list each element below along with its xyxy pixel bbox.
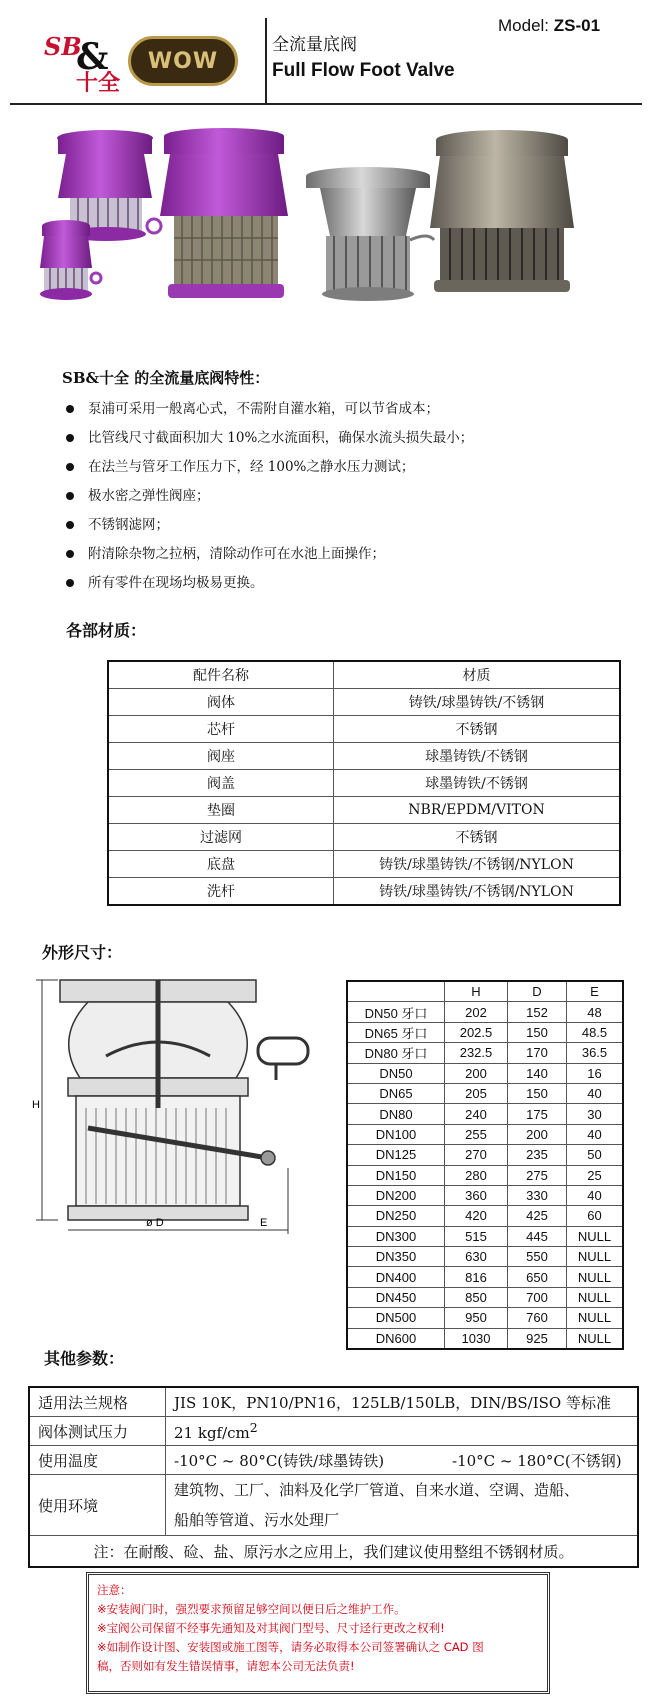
d-value: 925: [508, 1328, 567, 1349]
h-value: 360: [445, 1185, 508, 1205]
title-english: Full Flow Foot Valve: [272, 60, 455, 81]
e-value: 60: [567, 1206, 624, 1226]
materials-table: [107, 660, 621, 906]
column-header: 配件名称: [108, 661, 334, 689]
d-value: 760: [508, 1308, 567, 1328]
title-chinese: 全流量底阀: [272, 35, 357, 55]
params-table: [28, 1386, 639, 1568]
h-value: 280: [445, 1165, 508, 1185]
size-label: DN200: [347, 1185, 445, 1205]
part-name: 底盘: [108, 851, 334, 878]
material-value: 不锈钢: [334, 716, 621, 743]
table-row: [108, 689, 620, 716]
table-row: [29, 1387, 638, 1417]
table-row: [347, 1063, 623, 1083]
table-row: [347, 1328, 623, 1349]
table-row: [347, 1022, 623, 1042]
feature-item: [66, 395, 473, 424]
e-value: 16: [567, 1063, 624, 1083]
column-header: E: [567, 981, 624, 1002]
h-value: 850: [445, 1287, 508, 1307]
d-value: 175: [508, 1104, 567, 1124]
table-row: [29, 1446, 638, 1475]
table-row: [347, 1083, 623, 1103]
material-value: 不锈钢: [334, 824, 621, 851]
size-label: DN50: [347, 1063, 445, 1083]
features-title: SB&十全 的全流量底阀特性：: [62, 369, 270, 387]
feature-item: [66, 569, 473, 598]
label-h: H: [32, 1099, 40, 1111]
h-value: 202: [445, 1002, 508, 1022]
wow-logo-text: WOW: [147, 48, 219, 74]
e-value: NULL: [567, 1308, 624, 1328]
e-value: NULL: [567, 1226, 624, 1246]
h-value: 630: [445, 1247, 508, 1267]
param-value: [166, 1475, 639, 1536]
header-divider-vertical: [265, 18, 267, 104]
model-label: [498, 16, 600, 36]
param-value: JIS 10K，PN10/PN16，125LB/150LB，DIN/BS/ISO 等标准: [166, 1387, 639, 1417]
label-e: E: [260, 1217, 268, 1229]
size-label: DN100: [347, 1124, 445, 1144]
table-header-row: [108, 661, 620, 689]
column-header: H: [445, 981, 508, 1002]
size-label: DN80: [347, 1104, 445, 1124]
feature-item: [66, 511, 473, 540]
e-value: NULL: [567, 1287, 624, 1307]
param-key: 阀体测试压力: [29, 1417, 166, 1446]
table-row: [29, 1475, 638, 1536]
notice-line: ※宝阀公司保留不经事先通知及对其阀门型号、尺寸迳行更改之权利!: [97, 1621, 445, 1635]
table-row: [347, 1165, 623, 1185]
table-row: [347, 1043, 623, 1063]
part-name: 垫圈: [108, 797, 334, 824]
feature-text: 在法兰与管牙工作压力下，经 100%之静水压力测试；: [88, 459, 415, 475]
e-value: 40: [567, 1124, 624, 1144]
h-value: 200: [445, 1063, 508, 1083]
part-name: 阀体: [108, 689, 334, 716]
size-label: DN250: [347, 1206, 445, 1226]
param-key: 使用环境: [29, 1475, 166, 1536]
d-value: 330: [508, 1185, 567, 1205]
table-row: [108, 878, 620, 906]
table-row: [347, 1206, 623, 1226]
table-row: [347, 1145, 623, 1165]
part-name: 阀盖: [108, 770, 334, 797]
bullet-icon: [66, 521, 74, 529]
material-value: 球墨铸铁/不锈钢: [334, 743, 621, 770]
d-value: 140: [508, 1063, 567, 1083]
feature-item: [66, 482, 473, 511]
feature-text: 极水密之弹性阀座；: [88, 488, 210, 504]
d-value: 150: [508, 1083, 567, 1103]
notice-line: ※如制作设计图、安装图或施工图等，请务必取得本公司签署确认之 CAD 图: [97, 1640, 484, 1654]
label-d: ø D: [146, 1217, 164, 1229]
params-note: 注：在耐酸、硷、盐、原污水之应用上，我们建议使用整组不锈钢材质。: [29, 1536, 638, 1568]
e-value: 48.5: [567, 1022, 624, 1042]
part-name: 过滤网: [108, 824, 334, 851]
product-photos: [30, 128, 650, 343]
size-label: DN50 牙口: [347, 1002, 445, 1022]
h-value: 420: [445, 1206, 508, 1226]
size-label: DN80 牙口: [347, 1043, 445, 1063]
e-value: 30: [567, 1104, 624, 1124]
table-row: [29, 1536, 638, 1568]
size-label: DN400: [347, 1267, 445, 1287]
materials-title: 各部材质：: [66, 621, 147, 640]
e-value: NULL: [567, 1328, 624, 1349]
e-value: 25: [567, 1165, 624, 1185]
features-list: [66, 395, 473, 598]
d-value: 550: [508, 1247, 567, 1267]
table-row: [29, 1417, 638, 1446]
size-label: DN125: [347, 1145, 445, 1165]
model-prefix: Model:: [498, 16, 554, 35]
d-value: 152: [508, 1002, 567, 1022]
table-row: [347, 1308, 623, 1328]
e-value: 50: [567, 1145, 624, 1165]
d-value: 200: [508, 1124, 567, 1144]
d-value: 445: [508, 1226, 567, 1246]
h-value: 270: [445, 1145, 508, 1165]
notice-line: 稿，否则如有发生错误情事，请恕本公司无法负责!: [97, 1659, 355, 1673]
param-value: [166, 1446, 639, 1475]
d-value: 170: [508, 1043, 567, 1063]
d-value: 425: [508, 1206, 567, 1226]
feature-text: 比管线尺寸截面积加大 10%之水流面积，确保水流头损失最小；: [88, 430, 474, 446]
logo-sb: SB: [44, 32, 82, 61]
params-title: 其他参数：: [44, 1349, 125, 1368]
param-key: 适用法兰规格: [29, 1387, 166, 1417]
e-value: NULL: [567, 1247, 624, 1267]
d-value: 650: [508, 1267, 567, 1287]
notice-title: 注意：: [97, 1583, 132, 1597]
h-value: 816: [445, 1267, 508, 1287]
param-value: [166, 1417, 639, 1446]
h-value: 205: [445, 1083, 508, 1103]
material-value: 铸铁/球墨铸铁/不锈钢/NYLON: [334, 878, 621, 906]
e-value: 48: [567, 1002, 624, 1022]
pressure-superscript: 2: [249, 1420, 258, 1435]
material-value: NBR/EPDM/VITON: [334, 797, 621, 824]
table-row: [347, 1247, 623, 1267]
table-row: [108, 770, 620, 797]
env-line-1: 建筑物、工厂、油料及化学厂管道、自来水道、空调、造船、: [174, 1481, 580, 1499]
table-row: [347, 1267, 623, 1287]
size-label: DN150: [347, 1165, 445, 1185]
table-row: [108, 743, 620, 770]
bullet-icon: [66, 550, 74, 558]
notice-line: ※安装阀门时，强烈要求预留足够空间以便日后之维护工作。: [97, 1602, 406, 1616]
wow-logo: [128, 36, 238, 86]
e-value: 40: [567, 1083, 624, 1103]
product-valve-bronze: [430, 130, 574, 292]
bullet-icon: [66, 434, 74, 442]
env-line-2: 船舶等管道、污水处理厂: [174, 1511, 340, 1529]
table-row: [347, 1104, 623, 1124]
d-value: 235: [508, 1145, 567, 1165]
e-value: 36.5: [567, 1043, 624, 1063]
dimensions-table: [346, 980, 624, 1350]
table-row: [347, 1287, 623, 1307]
product-valve-steel: [306, 167, 434, 301]
bullet-icon: [66, 463, 74, 471]
h-value: 1030: [445, 1328, 508, 1349]
feature-item: [66, 540, 473, 569]
e-value: NULL: [567, 1267, 624, 1287]
bullet-icon: [66, 405, 74, 413]
dimensions-title: 外形尺寸：: [42, 943, 123, 962]
feature-item: [66, 424, 473, 453]
d-value: 150: [508, 1022, 567, 1042]
feature-item: [66, 453, 473, 482]
bullet-icon: [66, 579, 74, 587]
model-value: ZS-01: [553, 16, 601, 35]
temp-stainless: -10°C ~ 180°C(不锈钢): [452, 1451, 622, 1470]
table-row: [347, 1124, 623, 1144]
param-key: 使用温度: [29, 1446, 166, 1475]
d-value: 275: [508, 1165, 567, 1185]
pressure-value: 21 kgf/cm: [174, 1424, 250, 1442]
size-label: DN65: [347, 1083, 445, 1103]
h-value: 255: [445, 1124, 508, 1144]
bullet-icon: [66, 492, 74, 500]
column-header: 材质: [334, 661, 621, 689]
size-label: DN600: [347, 1328, 445, 1349]
feature-text: 所有零件在现场均极易更换。: [88, 575, 264, 591]
feature-text: 附清除杂物之拉柄，清除动作可在水池上面操作；: [88, 546, 385, 562]
part-name: 阀座: [108, 743, 334, 770]
material-value: 铸铁/球墨铸铁/不锈钢/NYLON: [334, 851, 621, 878]
size-label: DN65 牙口: [347, 1022, 445, 1042]
size-label: DN450: [347, 1287, 445, 1307]
material-value: 铸铁/球墨铸铁/不锈钢: [334, 689, 621, 716]
part-name: 洗杆: [108, 878, 334, 906]
table-row: [347, 1002, 623, 1022]
column-header: [347, 981, 445, 1002]
valve-drawing: [28, 968, 338, 1238]
header-divider-horizontal: [10, 103, 642, 105]
table-row: [108, 851, 620, 878]
h-value: 950: [445, 1308, 508, 1328]
table-header-row: [347, 981, 623, 1002]
feature-text: 泵浦可采用一般离心式，不需附自灌水箱，可以节省成本；: [88, 401, 439, 417]
logo-shiquan: 十全: [76, 71, 121, 96]
d-value: 700: [508, 1287, 567, 1307]
table-row: [108, 824, 620, 851]
table-row: [108, 797, 620, 824]
notice-box: [86, 1572, 550, 1694]
h-value: 515: [445, 1226, 508, 1246]
temp-cast-iron: -10°C ~ 80°C(铸铁/球墨铸铁): [174, 1451, 385, 1470]
part-name: 芯杆: [108, 716, 334, 743]
product-valve-purple-large: [160, 128, 288, 298]
size-label: DN350: [347, 1247, 445, 1267]
size-label: DN300: [347, 1226, 445, 1246]
e-value: 40: [567, 1185, 624, 1205]
logo-ampersand: &: [76, 36, 109, 78]
table-row: [347, 1185, 623, 1205]
column-header: D: [508, 981, 567, 1002]
feature-text: 不锈钢滤网；: [88, 517, 169, 533]
size-label: DN500: [347, 1308, 445, 1328]
table-row: [108, 716, 620, 743]
table-row: [347, 1226, 623, 1246]
material-value: 球墨铸铁/不锈钢: [334, 770, 621, 797]
h-value: 202.5: [445, 1022, 508, 1042]
h-value: 232.5: [445, 1043, 508, 1063]
h-value: 240: [445, 1104, 508, 1124]
